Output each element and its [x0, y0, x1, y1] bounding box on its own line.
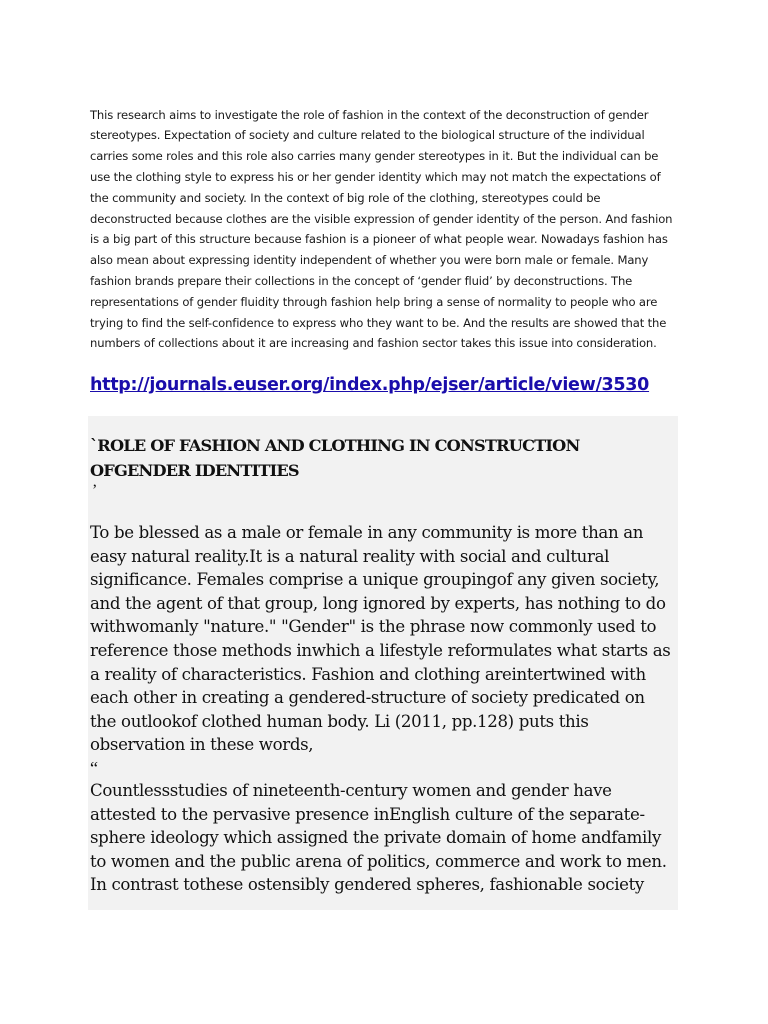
excerpt-title: `ROLE OF FASHION AND CLOTHING IN CONSTRUCTION OFGENDER IDENTITIES	[90, 436, 580, 480]
article-link[interactable]: http://journals.euser.org/index.php/ejser/article/view/3530	[90, 375, 650, 395]
excerpt-block	[88, 416, 678, 910]
title-apostrophe: ’	[92, 482, 98, 499]
quoted-paragraph: Countlessstudies of nineteenth-century women and gender have attested to the pervasive presence inEnglish culture of the separate-sphere ideology which assigned the private domain of home andfamily to women and the public arena of politics, commerce and work to men. In contrast tothese ostensibly gendered spheres, fashionable society	[90, 780, 667, 895]
opening-quote-mark: “	[90, 757, 98, 778]
abstract-paragraph: This research aims to investigate the role of fashion in the context of the deconstruction of gender stereotypes. Expectation of society and culture related to the biological structure of the individual carries some roles and this role also carries many gender stereotypes in it. But the individual can be use the clothing style to express his or her gender identity which may not match the expectations of the community and society. In the context of big role of the clothing, stereotypes could be deconstructed because clothes are the visible expression of gender identity of the person. And fashion is a big part of this structure because fashion is a pioneer of what people wear. Nowadays fashion has also mean about expressing identity independent of whether you were born male or female. Many fashion brands prepare their collections in the concept of ‘gender fluid’ by deconstructions. The representations of gender fluidity through fashion help bring a sense of normality to people who are trying to find the self-confidence to express who they want to be. And the results are showed that the numbers of collections about it are increasing and fashion sector takes this issue into consideration.	[90, 107, 673, 351]
excerpt-body-paragraph: To be blessed as a male or female in any community is more than an easy natural reality.It is a natural reality with social and cultural significance. Females comprise a unique groupingof any given society, and the agent of that group, long ignored by experts, has nothing to do withwomanly "nature." "Gender" is the phrase now commonly used to reference those methods inwhich a lifestyle reformulates what starts as a reality of characteristics. Fashion and clothing areintertwined with each other in creating a gendered-structure of society predicated on the outlookof clothed human body. Li (2011, pp.128) puts this observation in these words,	[90, 523, 671, 755]
